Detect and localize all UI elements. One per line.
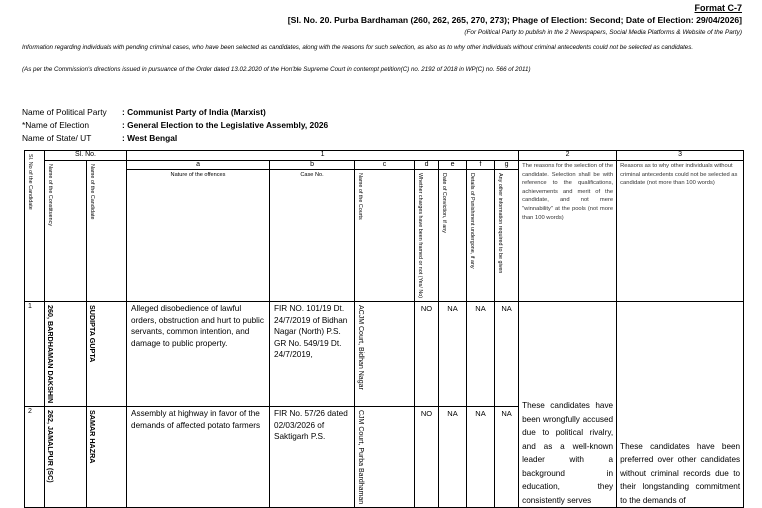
row-punishment: NA — [467, 407, 495, 508]
row-constituency: 262, JAMALPUR (SC) — [45, 407, 87, 508]
row-charges: NO — [415, 302, 439, 407]
row-candidate: SUDIPTA GUPTA — [87, 302, 127, 407]
col-constituency: Name of the Constituency — [45, 161, 87, 302]
format-label: Format C-7 — [694, 3, 742, 13]
row-conviction: NA — [439, 407, 467, 508]
col-why-not: Reasons as to why other individuals without criminal antecedents could not be selected as candidate (not more than 100 words) — [617, 161, 744, 302]
why-not-cell: These candidates have been preferred over other candidates without criminal records due to their longstanding commitment to the demands of — [617, 302, 744, 508]
row-court: CJM Court, Purba Bardhaman — [355, 407, 415, 508]
col-offences: Nature of the offences — [127, 170, 270, 302]
state-row — [22, 133, 177, 143]
col-case: Case No. — [270, 170, 355, 302]
party-label: Name of Political Party — [22, 107, 107, 117]
col-courts: Name of the Courts — [355, 170, 415, 302]
row-other-info: NA — [495, 302, 519, 407]
election-label: *Name of Election — [22, 120, 90, 130]
row-offences: Alleged disobedience of lawful orders, obstruction and hurt to public servants, common intention, and damage to public property. — [127, 302, 270, 407]
row-case: FIR No. 57/26 dated 02/03/2026 of Saktigarh P.S. — [270, 407, 355, 508]
election-value: : General Election to the Legislative Assembly, 2026 — [122, 120, 329, 130]
publish-note: (For Political Party to publish in the 2 Newspapers, Social Media Platforms & Website of the Party) — [464, 29, 742, 36]
header-d: d — [415, 161, 439, 170]
table-row — [25, 302, 744, 407]
header-g: g — [495, 161, 519, 170]
header-f: f — [467, 161, 495, 170]
header-two: 2 — [519, 151, 617, 161]
serial-line: [Sl. No. 20. Purba Bardhaman (260, 262, 265, 270, 273); Phage of Election: Second; Date of Election: 29/04/2026] — [287, 15, 742, 25]
info-paragraph: Information regarding individuals with pending criminal cases, who have been selected as candidates, along with the reasons for such selection, as also as to why other individuals without criminal antecedents could not be selected as candidates. — [22, 44, 694, 51]
header-e: e — [439, 161, 467, 170]
row-court: ACJM Court, Bidhan Nagar — [355, 302, 415, 407]
col-candidate-no: Sl. No of the Candidate — [25, 151, 45, 302]
state-value: : West Bengal — [122, 133, 178, 143]
col-d: Whether charges have been framed or not (Yes/ No) — [415, 170, 439, 302]
row-charges: NO — [415, 407, 439, 508]
header-a: a — [127, 161, 270, 170]
row-conviction: NA — [439, 302, 467, 407]
reasons-cell: These candidates have been wrongfully accused due to political rivalry, and as a well-known leader with a background in education, they consistently serves — [519, 302, 617, 508]
row-constituency: 260, BARDHAMAN DAKSHIN — [45, 302, 87, 407]
election-row — [22, 120, 328, 130]
row-number: 1 — [25, 302, 45, 407]
header-c: c — [355, 161, 415, 170]
row-number: 2 — [25, 407, 45, 508]
header-b: b — [270, 161, 355, 170]
col-candidate: Name of the Candidate — [87, 161, 127, 302]
row-punishment: NA — [467, 302, 495, 407]
row-case: FIR NO. 101/19 Dt. 24/7/2019 of Bidhan Nagar (North) P.S. GR No. 549/19 Dt. 24/7/2019, — [270, 302, 355, 407]
party-value: : Communist Party of India (Marxist) — [122, 107, 266, 117]
col-e: Date of Conviction, if any — [439, 170, 467, 302]
row-other-info: NA — [495, 407, 519, 508]
candidates-table — [24, 150, 744, 508]
as-per-note: (As per the Commission's directions issued in pursuance of the Order dated 13.02.2020 of the Hon'ble Supreme Court in contempt petition(C) no. 2192 of 2018 in WP(C) no. 566 of 2011) — [22, 66, 531, 73]
state-label: Name of State/ UT — [22, 133, 92, 143]
header-slno: Sl. No. — [45, 151, 127, 161]
row-offences: Assembly at highway in favor of the demands of affected potato farmers — [127, 407, 270, 508]
col-g: Any other information required to be given — [495, 170, 519, 302]
header-three: 3 — [617, 151, 744, 161]
col-f: Details of Punishment undergone, if any — [467, 170, 495, 302]
party-row — [22, 107, 266, 117]
row-candidate: SAMAR HAZRA — [87, 407, 127, 508]
col-reasons: The reasons for the selection of the candidate. Selection shall be with reference to the qualifications, achievements and merit of the candidate, and not mere "winnability" at the pools (not more than 100 words) — [519, 161, 617, 302]
header-one: 1 — [127, 151, 519, 161]
